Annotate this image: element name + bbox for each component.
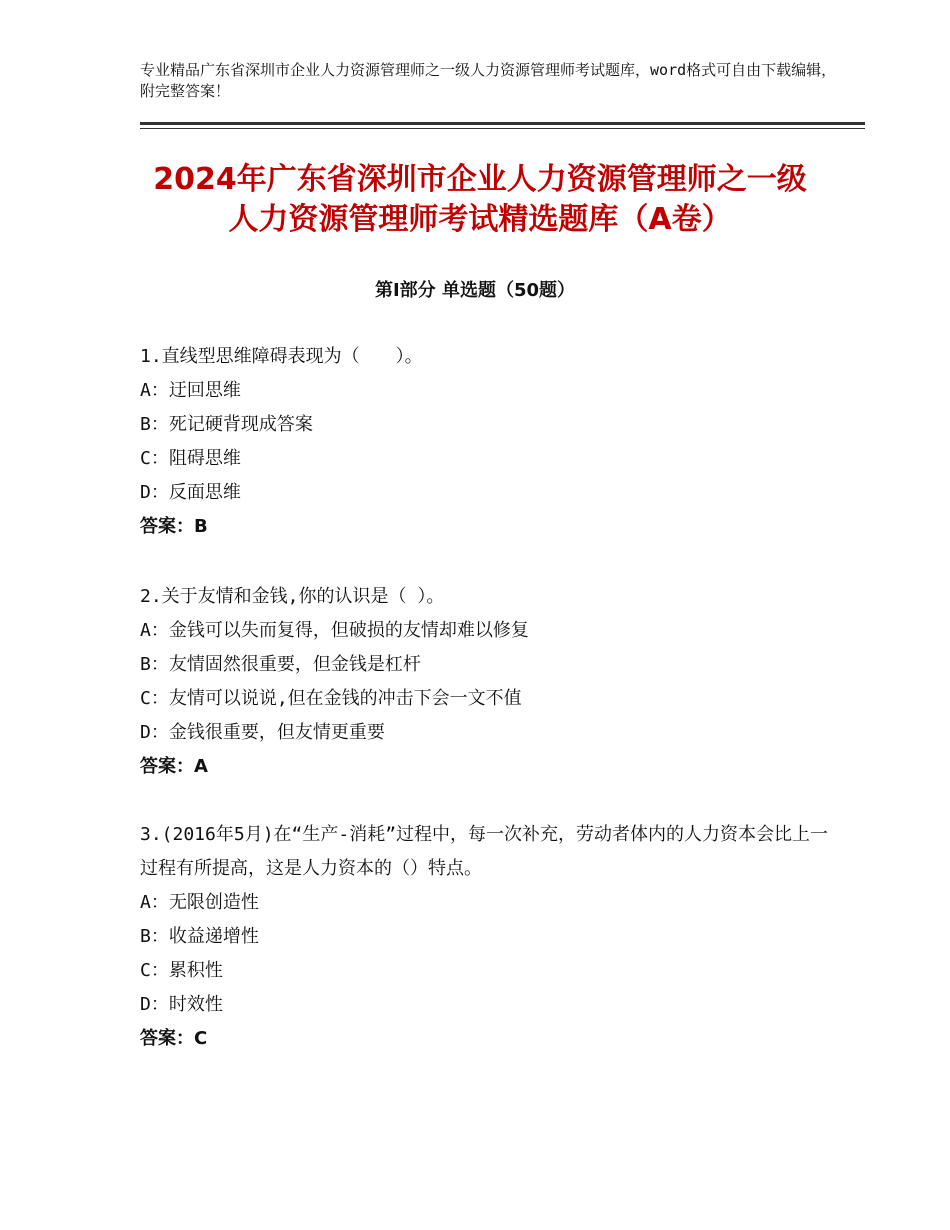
question-2 bbox=[140, 580, 830, 784]
option-b: B：死记硬背现成答案 bbox=[140, 414, 313, 435]
option-b: B：收益递增性 bbox=[140, 926, 259, 947]
question-stem: 2.关于友情和金钱,你的认识是（ ）。 bbox=[140, 586, 445, 607]
option-a: A：迂回思维 bbox=[140, 380, 241, 401]
option-d: D：金钱很重要，但友情更重要 bbox=[140, 722, 385, 743]
header-rule-thick bbox=[140, 122, 865, 125]
section-title: 第Ⅰ部分 单选题（50题） bbox=[374, 280, 575, 301]
answer: 答案：C bbox=[140, 1028, 208, 1049]
document-title: 2024年广东省深圳市企业人力资源管理师之一级人力资源管理师考试精选题库（A卷） bbox=[153, 162, 807, 237]
question-stem: 3.(2016年5月)在“生产-消耗”过程中，每一次补充，劳动者体内的人力资本会比上一过程有所提高，这是人力资本的（）特点。 bbox=[140, 824, 829, 879]
option-d: D：反面思维 bbox=[140, 482, 241, 503]
option-d: D：时效性 bbox=[140, 994, 223, 1015]
option-c: C：友情可以说说,但在金钱的冲击下会一文不值 bbox=[140, 688, 522, 709]
header-rule-thin bbox=[140, 128, 865, 129]
answer: 答案：B bbox=[140, 516, 208, 537]
question-stem: 1.直线型思维障碍表现为（ ）。 bbox=[140, 346, 423, 367]
option-c: C：阻碍思维 bbox=[140, 448, 241, 469]
answer: 答案：A bbox=[140, 756, 208, 777]
option-a: A：无限创造性 bbox=[140, 892, 259, 913]
question-1 bbox=[140, 340, 830, 544]
header-note: 专业精品广东省深圳市企业人力资源管理师之一级人力资源管理师考试题库，word格式可自由下载编辑，附完整答案！ bbox=[140, 61, 837, 100]
option-c: C：累积性 bbox=[140, 960, 223, 981]
option-a: A：金钱可以失而复得，但破损的友情却难以修复 bbox=[140, 620, 529, 641]
question-3 bbox=[140, 818, 830, 1056]
option-b: B：友情固然很重要，但金钱是杠杆 bbox=[140, 654, 421, 675]
